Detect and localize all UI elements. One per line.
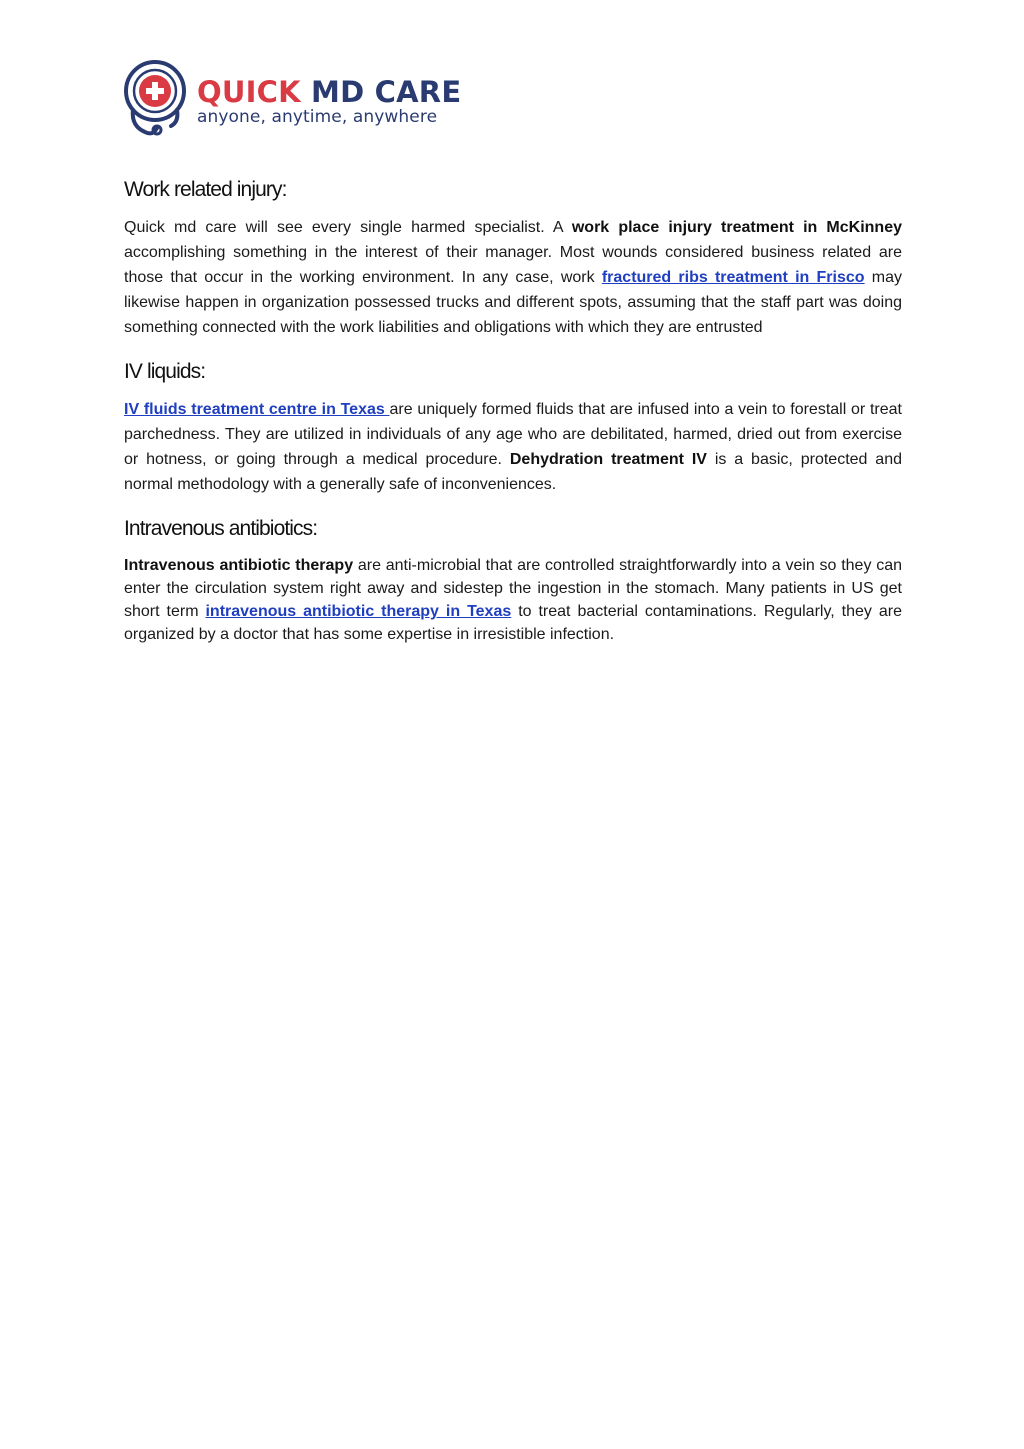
section-work-related-injury [124, 176, 902, 340]
bold-phrase: Dehydration treatment IV [509, 451, 707, 468]
paragraph-text: Quick md care will see every single harmed specialist. A [124, 219, 572, 236]
section-paragraph [124, 215, 902, 340]
stethoscope-cross-icon [123, 60, 189, 140]
section-intravenous-antibiotics [124, 515, 902, 646]
quick-md-care-logo [123, 60, 493, 142]
section-paragraph [124, 397, 902, 497]
article-body [124, 176, 902, 664]
intravenous-antibiotic-link[interactable]: intravenous antibiotic therapy in Texas [205, 603, 512, 620]
section-heading: Intravenous antibiotics: [124, 517, 318, 540]
paragraph-text: are uniquely formed fluids that are infused into a vein to forestall or treat parchedness. They are utilized in individuals of any age who are debilitated, harmed, dried out from exercise or hotness, or going through a medical procedure. [124, 401, 902, 468]
fractured-ribs-link[interactable]: fractured ribs treatment in Frisco [601, 269, 865, 286]
section-heading: Work related injury: [124, 178, 287, 201]
section-heading: IV liquids: [124, 360, 206, 383]
section-iv-liquids [124, 358, 902, 497]
section-paragraph [124, 554, 902, 646]
paragraph-text: are anti-microbial that are controlled straightforwardly into a vein so they can enter the circulation system right away and sidestep the ingestion in the stomach. Many patients in US get short term [124, 557, 903, 620]
paragraph-text: may likewise happen in organization possessed trucks and different spots, assuming that the staff part was doing something connected with the work liabilities and obligations with which they are entrusted [124, 269, 903, 336]
logo-brand-quick: QUICK [197, 75, 301, 109]
bold-phrase: Intravenous antibiotic therapy [124, 557, 354, 574]
paragraph-text: to treat bacterial contaminations. Regularly, they are organized by a doctor that has some expertise in irresistible infection. [124, 603, 902, 643]
paragraph-text: accomplishing something in the interest of their manager. Most wounds considered business related are those that occur in the working environment. In any case, work [124, 244, 902, 286]
logo-tagline: anyone, anytime, anywhere [197, 107, 438, 127]
bold-phrase: work place injury treatment in McKinney [571, 219, 902, 236]
paragraph-text: is a basic, protected and normal methodology with a generally safe of inconveniences. [124, 451, 903, 493]
logo-brand-mdcare: MD CARE [311, 75, 462, 109]
iv-fluids-link[interactable]: IV fluids treatment centre in Texas [124, 401, 390, 418]
